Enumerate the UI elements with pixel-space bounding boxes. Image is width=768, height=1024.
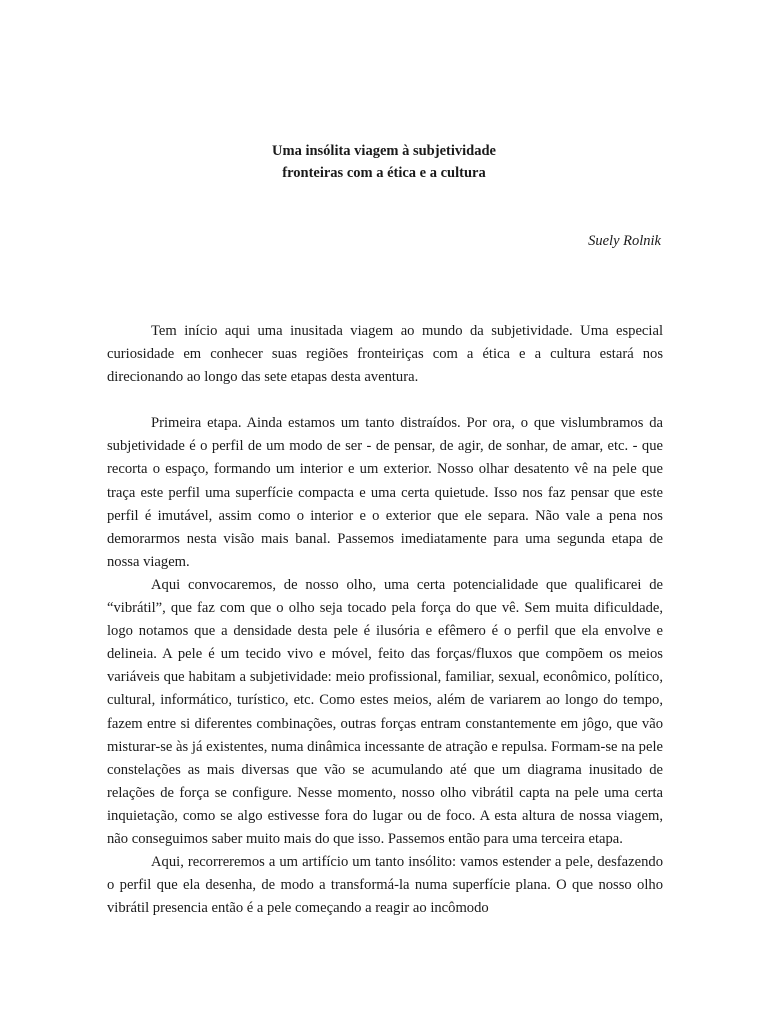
author-name: Suely Rolnik [588,233,661,249]
paragraph-intro: Tem início aqui uma inusitada viagem ao mundo da subjetividade. Uma especial curiosidade em conhecer suas regiões fronteiriças com a ética e a cultura estará nos direcionando ao longo das sete etapas desta aventura. [107,323,663,386]
document-body [107,320,663,920]
paragraph-first-stage: Primeira etapa. Ainda estamos um tanto distraídos. Por ora, o que vislumbramos da subjetividade é o perfil de um modo de ser - de pensar, de agir, de sonhar, de amar, etc. - que recorta o espaço, formando um interior e um exterior. Nosso olhar desatento vê na pele que traça este perfil uma superfície compacta e uma certa quietude. Isso nos faz pensar que este perfil é imutável, assim como o interior e o exterior que ele separa. Não vale a pena nos demorarmos nesta visão mais banal. Passemos imediatamente para uma segunda etapa de nossa viagem. [107,415,663,570]
paragraph-spacer [107,389,663,412]
paragraph-second-stage: Aqui convocaremos, de nosso olho, uma certa potencialidade que qualificarei de “vibrátil”, que faz com que o olho seja tocado pela força do que vê. Sem muita dificuldade, logo notamos que a densidade desta pele é ilusória e efêmero é o perfil que ela envolve e delineia. A pele é um tecido vivo e móvel, feito das forças/fluxos que compõem os meios variáveis que habitam a subjetividade: meio profissional, familiar, sexual, econômico, político, cultural, informático, turístico, etc. Como estes meios, além de variarem ao longo do tempo, fazem entre si diferentes combinações, outras forças entram constantemente em jôgo, que vão misturar-se às já existentes, numa dinâmica incessante de atração e repulsa. Formam-se na pele constelações as mais diversas que vão se acumulando até que um diagrama inusitado de relações de força se configure. Nesse momento, nosso olho vibrátil capta na pele uma certa inquietação, como se algo estivesse fora do lugar ou de foco. A esta altura de nossa viagem, não conseguimos saber muito mais do que isso. Passemos então para uma terceira etapa. [107,576,663,847]
document-title: Uma insólita viagem à subjetividade [272,143,496,159]
paragraph-third-stage: Aqui, recorreremos a um artifício um tanto insólito: vamos estender a pele, desfazendo o perfil que ela desenha, de modo a transformá-la numa superfície plana. O que nosso olho vibrátil presencia então é a pele começando a reagir ao incômodo [107,854,663,917]
document-subtitle: fronteiras com a ética e a cultura [282,165,486,181]
